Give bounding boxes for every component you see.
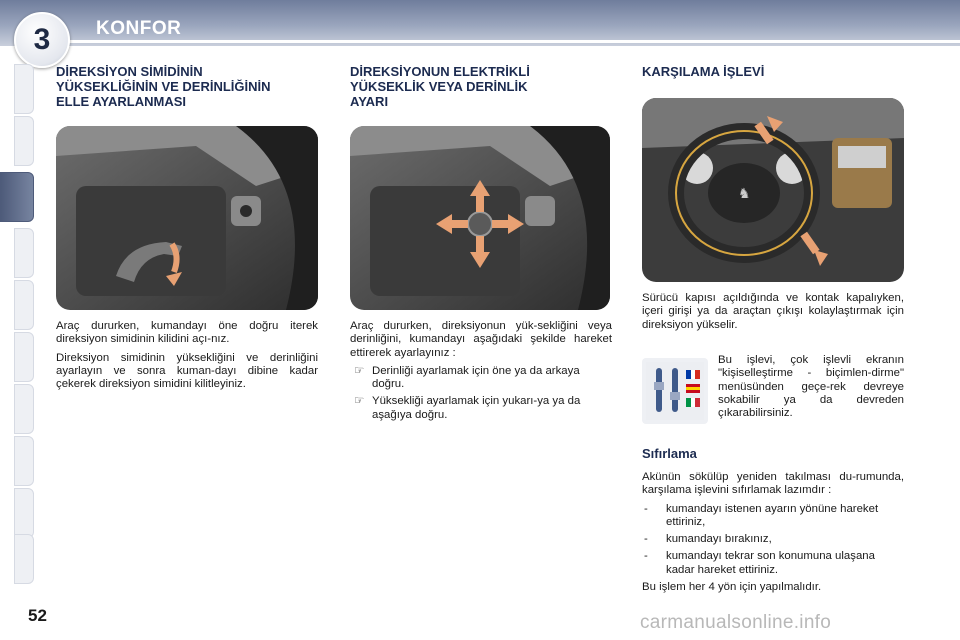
paragraph: Akünün sökülüp yeniden takılması du-rumunda, karşılama işlevini sıfırlamak lazımdır : (642, 471, 904, 497)
chapter-tab[interactable] (14, 534, 34, 584)
dash-mark: - (644, 533, 648, 546)
paragraph: Araç dururken, direksiyonun yük-sekliğini veya derinliğini, kumandayı aşağıdaki şekilde hareket ettirerek ayarlayınız : (350, 320, 612, 359)
chapter-tab[interactable] (14, 436, 34, 486)
multifunction-screen-settings-icon (642, 358, 708, 424)
dash-mark: - (644, 550, 648, 563)
bullet-item (350, 365, 612, 392)
welcome-function-section (642, 64, 904, 79)
page-number: 52 (28, 606, 47, 625)
electric-adjust-joystick-photo (350, 126, 610, 310)
heading-line: YÜKSEKLİK VEYA DERİNLİK (350, 79, 528, 94)
dash-item (642, 503, 904, 530)
section-heading (56, 64, 318, 109)
heading-line: DİREKSİYON SİMİDİNİN (56, 64, 203, 79)
bullet-text: Yüksekliği ayarlamak için yukarı-ya ya da aşağıya doğru. (372, 395, 581, 421)
paragraph: Sürücü kapısı açıldığında ve kontak kapalıyken, içeri girişi ya da araçtan çıkışı kolaylaştırmak için direksiyon yükselir. (642, 292, 904, 331)
chapter-number-badge: 3 (14, 12, 70, 68)
heading-line: AYARI (350, 94, 389, 109)
section-heading (350, 64, 612, 109)
header-underline (60, 40, 960, 43)
chapter-tab-active[interactable] (0, 172, 34, 222)
chapter-tab[interactable] (14, 280, 34, 330)
paragraph: Bu işlevi, çok işlevli ekranın "kişiselleştirme - biçimlen-dirme" menüsünden geçe-rek devreye sokabilir ya da devreden çıkarabilirsiniz. (718, 354, 904, 420)
chapter-tab[interactable] (14, 488, 34, 538)
chapter-tab[interactable] (14, 228, 34, 278)
steering-wheel-photo (642, 98, 904, 282)
dash-mark: - (644, 502, 648, 515)
welcome-function-note (718, 354, 904, 425)
chapter-tab[interactable] (14, 64, 34, 114)
electric-adjust-text (350, 320, 612, 426)
chapter-tab[interactable] (14, 332, 34, 382)
section-heading: KARŞILAMA İŞLEVİ (642, 64, 765, 79)
chapter-tab[interactable] (14, 384, 34, 434)
paragraph: Direksiyon simidinin yüksekliğini ve derinliğini ayarlayın ve sonra kuman-dayı dibine kadar çekerek direksiyon simidini kilitleyiniz. (56, 351, 318, 391)
manual-adjust-lever-photo (56, 126, 318, 310)
manual-adjust-section (56, 64, 318, 109)
chapter-title: KONFOR (96, 18, 182, 39)
dash-item (642, 550, 904, 577)
hand-pointer-icon: ☞ (354, 364, 365, 377)
subheading: Sıfırlama (642, 446, 697, 461)
heading-line: DİREKSİYONUN ELEKTRİKLİ (350, 64, 530, 79)
chapter-tabs (0, 64, 32, 576)
dash-text: kumandayı tekrar son konumuna ulaşana kadar hareket ettiriniz. (666, 550, 875, 576)
paragraph: Araç dururken, kumandayı öne doğru iterek direksiyon simidinin kilidini açı-nız. (56, 320, 318, 346)
heading-line: YÜKSEKLİĞİNİN VE DERİNLİĞİNİN (56, 79, 271, 94)
dash-text: kumandayı istenen ayarın yönüne hareket ettiriniz, (666, 502, 879, 528)
dash-item (642, 533, 904, 546)
electric-adjust-section (350, 64, 612, 109)
hand-pointer-icon: ☞ (354, 395, 365, 408)
manual-adjust-text (56, 320, 318, 396)
watermark: carmanualsonline.info (640, 612, 832, 633)
reset-section (642, 446, 904, 599)
paragraph: Bu işlem her 4 yön için yapılmalıdır. (642, 581, 822, 594)
welcome-function-text (642, 292, 904, 337)
bullet-text: Derinliği ayarlamak için öne ya da arkaya doğru. (372, 364, 580, 391)
bullet-item (350, 395, 612, 422)
svg-text:♞: ♞ (738, 186, 751, 202)
dash-text: kumandayı bırakınız, (666, 533, 772, 546)
heading-line: ELLE AYARLANMASI (56, 94, 187, 109)
chapter-tab[interactable] (14, 116, 34, 166)
